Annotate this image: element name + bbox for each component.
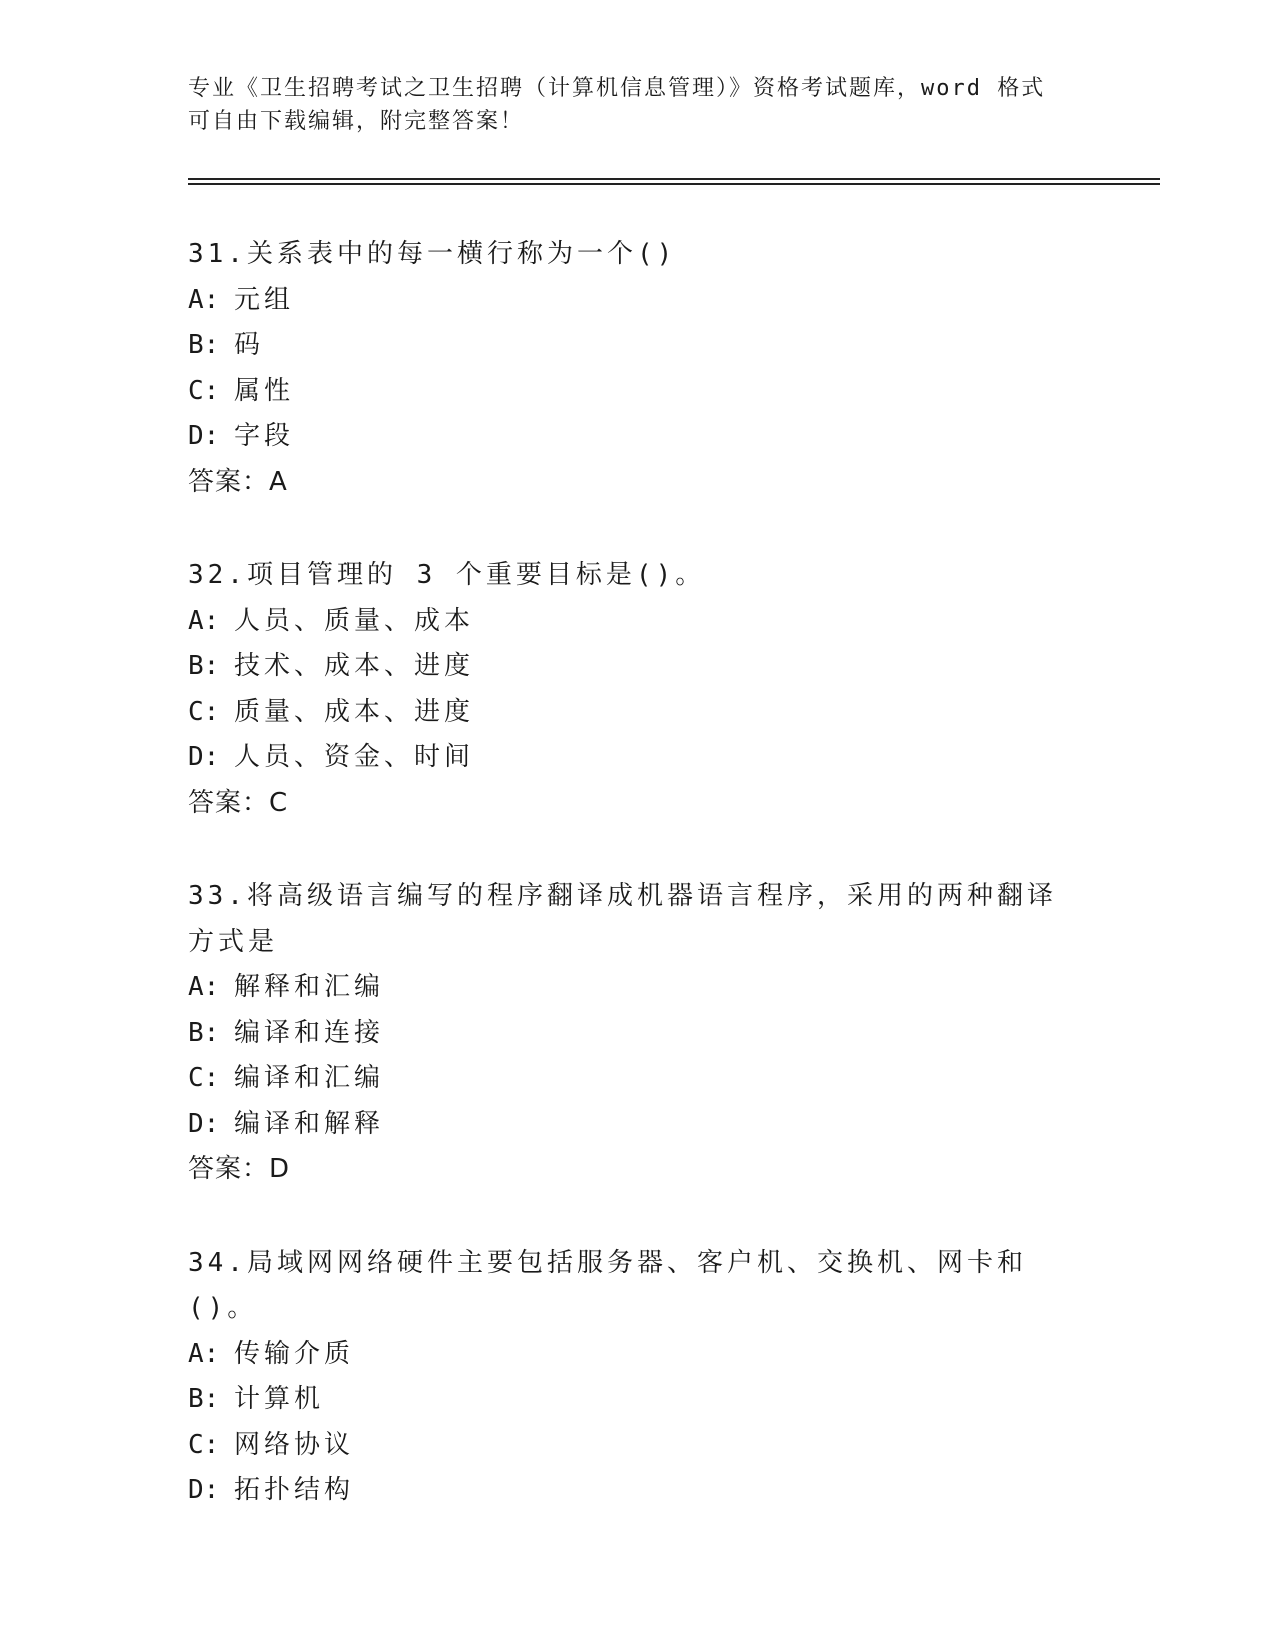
option-letter: D: xyxy=(188,1108,220,1139)
option-letter: D: xyxy=(188,421,220,451)
option-text: 人员、资金、时间 xyxy=(234,742,475,772)
header-line-2: 可自由下载编辑，附完整答案！ xyxy=(188,109,525,134)
option-text: 网络协议 xyxy=(234,1429,355,1460)
question-34 xyxy=(188,1241,1088,1514)
option-c xyxy=(188,1056,1088,1102)
answer-line: 答案：A xyxy=(188,466,288,497)
option-letter: A: xyxy=(188,605,220,636)
option-letter: B: xyxy=(188,1384,220,1414)
option-d xyxy=(188,1468,1088,1514)
header-line-1: 专业《卫生招聘考试之卫生招聘（计算机信息管理）》资格考试题库，word 格式 xyxy=(188,76,1046,101)
option-a xyxy=(188,965,1088,1011)
option-d xyxy=(188,414,1088,460)
question-stem: 33.将高级语言编写的程序翻译成机器语言程序，采用的两种翻译方式是 xyxy=(188,881,1057,957)
option-letter: C: xyxy=(188,375,220,406)
option-b xyxy=(188,1011,1088,1057)
option-b xyxy=(188,644,1088,690)
header-divider-top xyxy=(188,178,1160,180)
option-text: 字段 xyxy=(234,421,295,451)
option-letter: C: xyxy=(188,1063,220,1093)
option-letter: A: xyxy=(188,284,220,315)
option-c xyxy=(188,1423,1088,1469)
option-text: 传输介质 xyxy=(234,1338,355,1369)
answer-line: 答案：D xyxy=(188,1154,291,1184)
question-33 xyxy=(188,874,1088,1193)
header-divider-bottom xyxy=(188,183,1160,185)
option-text: 属性 xyxy=(234,375,295,406)
option-b xyxy=(188,323,1088,369)
question-31 xyxy=(188,232,1088,505)
question-32 xyxy=(188,553,1088,826)
option-letter: C: xyxy=(188,1429,220,1460)
option-c xyxy=(188,369,1088,415)
option-text: 拓扑结构 xyxy=(234,1475,355,1505)
option-text: 码 xyxy=(234,330,265,360)
option-text: 质量、成本、进度 xyxy=(234,696,475,727)
question-list xyxy=(188,232,1088,1562)
option-text: 计算机 xyxy=(234,1384,325,1414)
option-a xyxy=(188,1332,1088,1378)
question-stem: 34.局域网网络硬件主要包括服务器、客户机、交换机、网卡和()。 xyxy=(188,1247,1027,1323)
option-text: 技术、成本、进度 xyxy=(234,651,475,681)
option-a xyxy=(188,278,1088,324)
answer-line: 答案：C xyxy=(188,787,289,818)
option-letter: B: xyxy=(188,651,220,681)
option-text: 编译和连接 xyxy=(234,1017,385,1048)
option-text: 元组 xyxy=(234,284,295,315)
option-letter: B: xyxy=(188,1017,220,1048)
option-text: 编译和汇编 xyxy=(234,1063,385,1093)
option-letter: B: xyxy=(188,330,220,360)
question-stem: 32.项目管理的 3 个重要目标是()。 xyxy=(188,560,706,590)
option-b xyxy=(188,1377,1088,1423)
option-a xyxy=(188,599,1088,645)
question-stem: 31.关系表中的每一横行称为一个() xyxy=(188,239,677,269)
option-letter: A: xyxy=(188,972,220,1002)
option-d xyxy=(188,735,1088,781)
option-d xyxy=(188,1102,1088,1148)
option-text: 编译和解释 xyxy=(234,1108,385,1139)
option-letter: A: xyxy=(188,1338,220,1369)
option-letter: D: xyxy=(188,742,220,772)
option-letter: C: xyxy=(188,696,220,727)
document-header xyxy=(188,72,1088,138)
option-c xyxy=(188,690,1088,736)
option-text: 解释和汇编 xyxy=(234,972,385,1002)
option-letter: D: xyxy=(188,1475,220,1505)
option-text: 人员、质量、成本 xyxy=(234,605,475,636)
